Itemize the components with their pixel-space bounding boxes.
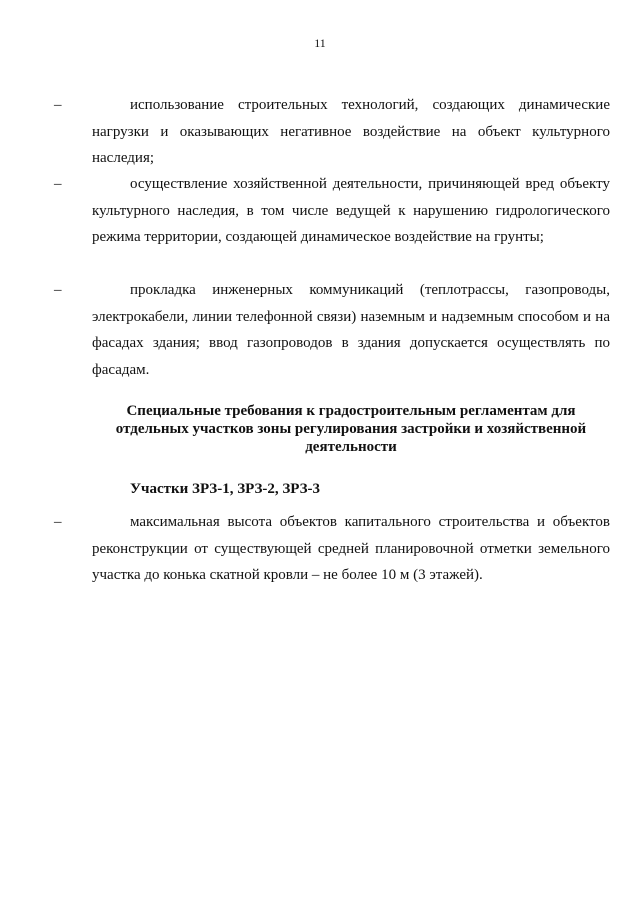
list-dash: – [54,282,62,298]
section-subheading: Участки ЗРЗ-1, ЗРЗ-2, ЗРЗ-3 [130,481,321,497]
list-item-text: использование строительных технологий, создающих динамические нагрузки и оказывающих негативное воздействие на объект культурного наследия; [92,97,610,166]
list-dash: – [54,514,62,530]
list-item-text: прокладка инженерных коммуникаций (теплотрассы, газопроводы, электрокабели, линии телефонной связи) наземным и надземным способом и на фасадах здания; ввод газопроводов в здания допускается осуществлять по фасадам. [92,282,610,378]
list-item-text: осуществление хозяйственной деятельности, причиняющей вред объекту культурного наследия, в том числе ведущей к нарушению гидрологического режима территории, создающей динамическое воздействие на грунты; [92,176,610,245]
list-item [54,277,610,383]
list-item [54,171,610,251]
list-dash: – [54,97,62,113]
list-item-text: максимальная высота объектов капитального строительства и объектов реконструкции от существующей средней планировочной отметки земельного участка до конька скатной кровли – не более 10 м (3 этажей). [92,514,610,583]
page-number: 11 [314,36,326,50]
list-item [54,509,610,589]
list-item [54,92,610,172]
section-heading: Специальные требования к градостроительным регламентам для отдельных участков зоны регулирования застройки и хозяйственной деятельности [115,403,587,455]
list-dash: – [54,176,62,192]
